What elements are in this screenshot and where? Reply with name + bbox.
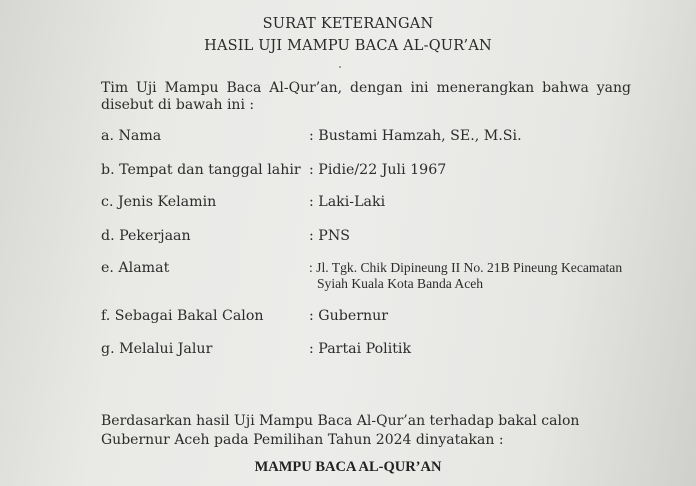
field-label-jenis-kelamin: c. Jenis Kelamin <box>101 194 217 210</box>
field-value-pekerjaan: : PNS <box>309 228 350 244</box>
field-value-alamat-continued: Syiah Kuala Kota Banda Aceh <box>317 276 484 291</box>
field-label-tempat-tanggal-lahir: b. Tempat dan tanggal lahir <box>101 162 301 178</box>
document-title: SURAT KETERANGAN <box>262 16 434 32</box>
document-subtitle: HASIL UJI MAMPU BACA AL-QUR’AN <box>204 38 492 54</box>
intro-paragraph: Tim Uji Mampu Baca Al-Qur’an, dengan ini menerangkan bahwa yang disebut di bawah ini : <box>101 80 631 113</box>
field-value-sebagai-bakal-calon: : Gubernur <box>309 308 389 324</box>
field-value-melalui-jalur: : Partai Politik <box>309 341 412 357</box>
conclusion-paragraph: Berdasarkan hasil Uji Mampu Baca Al-Qur’an terhadap bakal calon Gubernur Aceh pada Pemilihan Tahun 2024 dinyatakan : <box>101 413 580 448</box>
field-label-nama: a. Nama <box>101 128 162 144</box>
field-label-sebagai-bakal-calon: f. Sebagai Bakal Calon <box>101 308 264 324</box>
field-label-pekerjaan: d. Pekerjaan <box>101 228 191 244</box>
field-value-alamat: : Jl. Tgk. Chik Dipineung II No. 21B Pineung Kecamatan <box>309 260 623 275</box>
paper-speck <box>339 66 341 68</box>
field-value-nama: : Bustami Hamzah, SE., M.Si. <box>309 128 522 144</box>
field-label-melalui-jalur: g. Melalui Jalur <box>101 341 213 357</box>
field-value-tempat-tanggal-lahir: : Pidie/22 Juli 1967 <box>309 162 447 178</box>
field-value-jenis-kelamin: : Laki-Laki <box>309 194 386 210</box>
verdict-heading: MAMPU BACA AL-QUR’AN <box>254 459 442 475</box>
field-label-alamat: e. Alamat <box>101 260 170 276</box>
